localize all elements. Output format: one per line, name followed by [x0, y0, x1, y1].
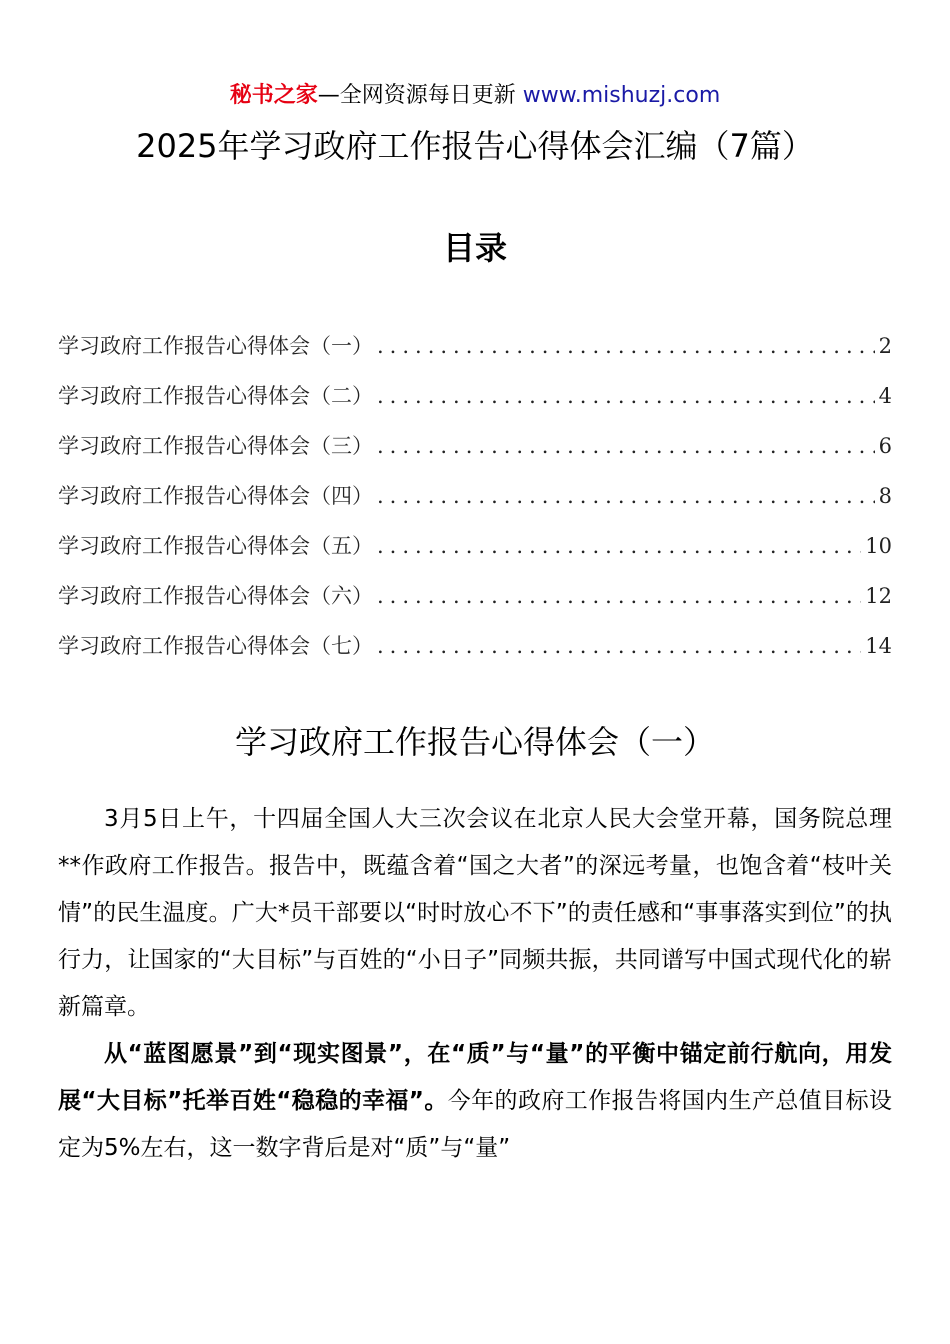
toc-entry-label: 学习政府工作报告心得体会（四） — [58, 484, 373, 508]
toc-page-number: 6 — [878, 434, 892, 458]
toc-entry-6[interactable] — [58, 576, 892, 626]
paragraph-text: 今年的政府工作报告将国内生产总值目标设定为5%左右，这一数字背后是对“质”与“量” — [58, 1088, 893, 1161]
site-banner — [0, 82, 950, 110]
toc-page-number: 8 — [878, 484, 892, 508]
toc-entry-3[interactable] — [58, 426, 892, 476]
toc-dot-leader — [377, 476, 875, 516]
toc-page-number: 14 — [865, 634, 892, 658]
toc-page-number: 10 — [865, 534, 892, 558]
toc-dot-leader — [377, 626, 861, 666]
toc-entry-label: 学习政府工作报告心得体会（三） — [58, 434, 373, 458]
toc-page-number: 12 — [865, 584, 892, 608]
site-url-link[interactable]: www.mishuzj.com — [522, 83, 721, 108]
paragraph-lead-sentence: 从“蓝图愿景”到“现实图景”，在“质”与“量”的平衡中锚定前行航向，用发展“大目标”托举百姓“稳稳的幸福”。 — [58, 1041, 892, 1114]
body-paragraph-1: 3月5日上午，十四届全国人大三次会议在北京人民大会堂开幕，国务院总理**作政府工作报告。报告中，既蕴含着“国之大者”的深远考量，也饱含着“枝叶关情”的民生温度。广大*员干部要以“时时放心不下”的责任感和“事事落实到位”的执行力，让国家的“大目标”与百姓的“小日子”同频共振，共同谱写中国式现代化的崭新篇章。 — [58, 806, 892, 1020]
toc-entry-label: 学习政府工作报告心得体会（一） — [58, 334, 373, 358]
toc-entry-5[interactable] — [58, 526, 892, 576]
brand-name: 秘书之家 — [229, 83, 318, 108]
toc-dot-leader — [377, 576, 861, 616]
toc-entry-label: 学习政府工作报告心得体会（二） — [58, 384, 373, 408]
toc-page-number: 4 — [878, 384, 892, 408]
toc-heading: 目录 — [442, 229, 507, 267]
document-title: 2025年学习政府工作报告心得体会汇编（7篇） — [136, 127, 814, 165]
section-title: 学习政府工作报告心得体会（一） — [234, 723, 715, 761]
toc-dot-leader — [377, 376, 875, 416]
table-of-contents — [58, 326, 892, 676]
toc-dot-leader — [377, 426, 875, 466]
toc-entry-2[interactable] — [58, 376, 892, 426]
toc-dot-leader — [377, 526, 861, 566]
toc-entry-7[interactable] — [58, 626, 892, 676]
toc-entry-label: 学习政府工作报告心得体会（七） — [58, 634, 373, 658]
banner-slogan: —全网资源每日更新 — [317, 83, 523, 108]
toc-page-number: 2 — [878, 334, 892, 358]
toc-entry-label: 学习政府工作报告心得体会（六） — [58, 584, 373, 608]
section-body — [58, 796, 892, 1172]
toc-dot-leader — [377, 326, 875, 366]
body-paragraph-2 — [58, 1031, 892, 1172]
toc-entry-4[interactable] — [58, 476, 892, 526]
toc-entry-1[interactable] — [58, 326, 892, 376]
toc-entry-label: 学习政府工作报告心得体会（五） — [58, 534, 373, 558]
